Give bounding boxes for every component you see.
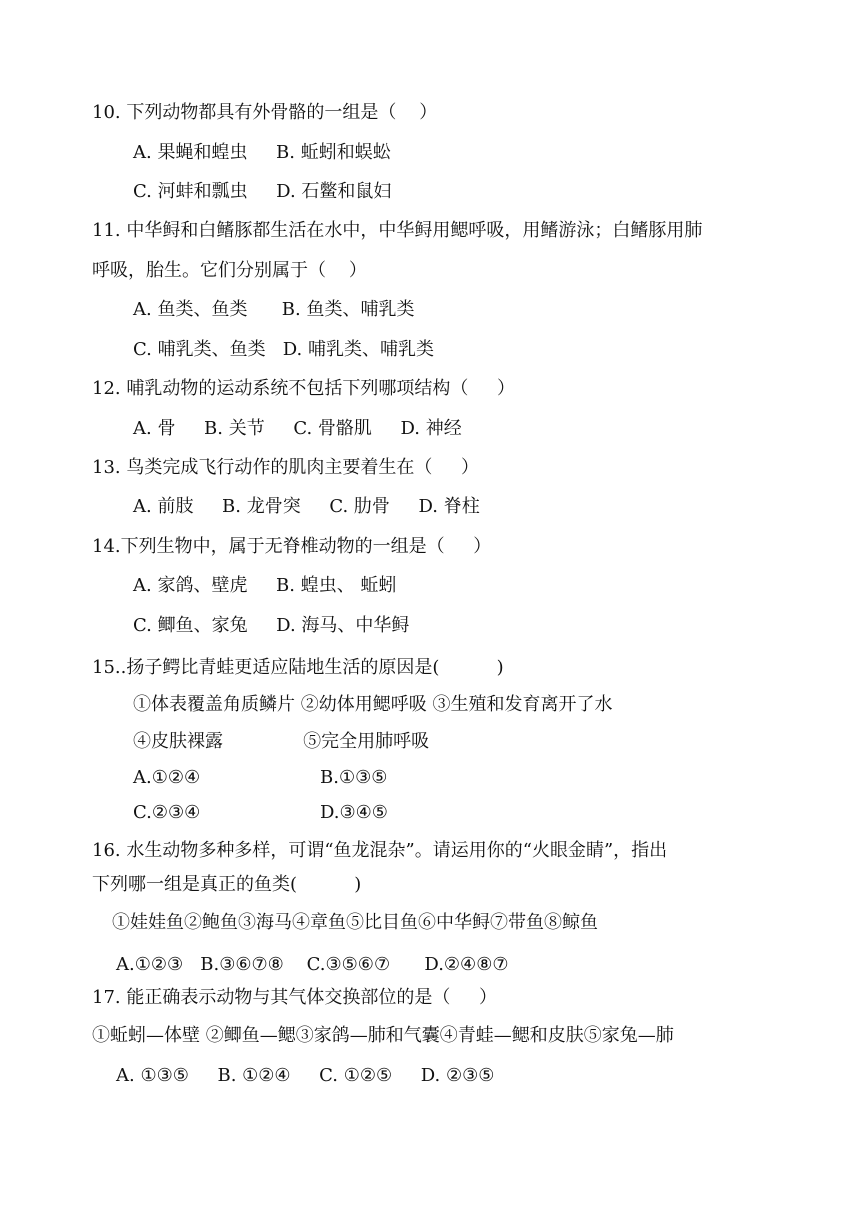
q10-options-ab: A. 果蝇和蝗虫 B. 蚯蚓和蜈蚣 [133, 142, 391, 163]
q11-options-ab: A. 鱼类、鱼类 B. 鱼类、哺乳类 [133, 299, 415, 320]
q17-statements: ①蚯蚓—体壁 ②鲫鱼—鳃③家鸽—肺和气囊④青蛙—鳃和皮肤⑤家兔—肺 [92, 1025, 674, 1046]
q14-options-ab: A. 家鸽、壁虎 B. 蝗虫、 蚯蚓 [133, 575, 397, 596]
q15-statements-2: ④皮肤裸露 ⑤完全用肺呼吸 [133, 731, 430, 752]
q11-stem: 11. 中华鲟和白鳍豚都生活在水中，中华鲟用鳃呼吸，用鳍游泳；白鳍豚用肺 [92, 220, 703, 241]
q16-options: A.①②③ B.③⑥⑦⑧ C.③⑤⑥⑦ D.②④⑧⑦ [116, 954, 509, 975]
q13-options: A. 前肢 B. 龙骨突 C. 肋骨 D. 脊柱 [133, 496, 480, 517]
q15-stem: 15..扬子鳄比青蛙更适应陆地生活的原因是( ) [92, 657, 504, 678]
q16-stem: 16. 水生动物多种多样，可谓“鱼龙混杂”。请运用你的“火眼金睛”，指出 [92, 840, 668, 861]
q15-option-b: B.①③⑤ [320, 767, 388, 788]
q13-stem: 13. 鸟类完成飞行动作的肌肉主要着生在（ ） [92, 457, 479, 478]
q15-option-d: D.③④⑤ [320, 802, 388, 823]
q10-options-cd: C. 河蚌和瓢虫 D. 石鳖和鼠妇 [133, 181, 392, 202]
q12-stem: 12. 哺乳动物的运动系统不包括下列哪项结构（ ） [92, 378, 515, 399]
q15-statements-1: ①体表覆盖角质鳞片 ②幼体用鳃呼吸 ③生殖和发育离开了水 [133, 694, 613, 715]
q17-stem: 17. 能正确表示动物与其气体交换部位的是（ ） [92, 987, 497, 1008]
q14-options-cd: C. 鲫鱼、家兔 D. 海马、中华鲟 [133, 615, 410, 636]
q11-options-cd: C. 哺乳类、鱼类 D. 哺乳类、哺乳类 [133, 339, 434, 360]
q12-options: A. 骨 B. 关节 C. 骨骼肌 D. 神经 [133, 418, 462, 439]
q15-option-a: A.①②④ [133, 767, 201, 788]
q10-stem: 10. 下列动物都具有外骨骼的一组是（ ） [92, 102, 438, 123]
q11-stem-cont: 呼吸，胎生。它们分别属于（ ） [92, 260, 367, 281]
q16-statements: ①娃娃鱼②鲍鱼③海马④章鱼⑤比目鱼⑥中华鲟⑦带鱼⑧鲸鱼 [112, 912, 598, 933]
q15-option-c: C.②③④ [133, 802, 201, 823]
q17-options: A. ①③⑤ B. ①②④ C. ①②⑤ D. ②③⑤ [116, 1065, 495, 1086]
q16-stem-cont: 下列哪一组是真正的鱼类( ) [92, 874, 362, 895]
q14-stem: 14.下列生物中，属于无脊椎动物的一组是（ ） [92, 536, 492, 557]
